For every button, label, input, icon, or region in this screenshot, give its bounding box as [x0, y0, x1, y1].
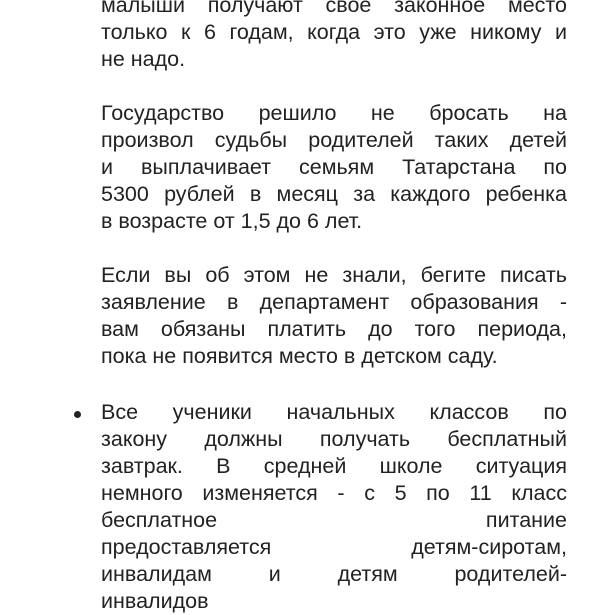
text-line: пока не появится место в детском саду. — [101, 344, 498, 368]
text-line: Государство решило не бросать на — [101, 101, 567, 125]
bullet-text — [101, 399, 567, 615]
text-line: и выплачивает семьям Татарстана по — [101, 155, 567, 179]
text-line: 5300 рублей в месяц за каждого ребенка — [101, 182, 567, 206]
text-line: заявление в департамент образования - — [101, 290, 567, 314]
text-line: произвол судьбы родителей таких детей — [101, 128, 567, 152]
text-line: инвалидам и детям родителей- — [101, 562, 567, 586]
paragraph-state-payment — [101, 100, 567, 235]
paragraph-apply-department — [101, 262, 567, 370]
text-line: только к 6 годам, когда это уже никому и — [101, 20, 567, 44]
paragraph-kindergarten-age — [101, 0, 567, 73]
text-line: немного изменяется - с 5 по 11 класс — [101, 481, 567, 505]
bullet-icon — [74, 411, 81, 418]
list-item-free-breakfast — [0, 399, 602, 615]
text-line: инвалидов — [101, 589, 209, 613]
text-line: малыши получают свое законное место — [101, 0, 567, 17]
text-line: закону должны получать бесплатный — [101, 427, 567, 451]
text-line: Все ученики начальных классов по — [101, 400, 567, 424]
text-line: предоставляется детям-сиротам, — [101, 535, 567, 559]
text-line: Если вы об этом не знали, бегите писать — [101, 263, 567, 287]
text-line: вам обязаны платить до того периода, — [101, 317, 567, 341]
text-line: бесплатное питание — [101, 508, 567, 532]
text-line: не надо. — [101, 47, 186, 71]
text-line: завтрак. В средней школе ситуация — [101, 454, 567, 478]
text-line: в возрасте от 1,5 до 6 лет. — [101, 209, 363, 233]
